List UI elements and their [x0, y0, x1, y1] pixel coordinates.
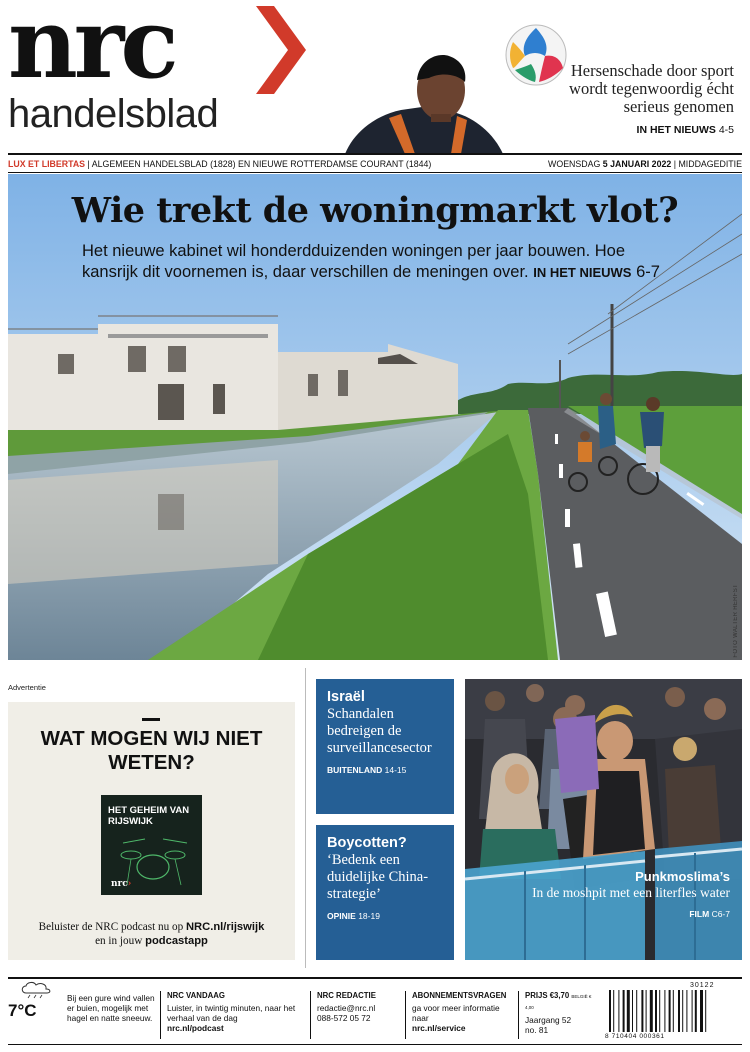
barcode-bar — [669, 990, 671, 1032]
footer-col3-text: ga voor meer informatie naar — [412, 1003, 500, 1023]
strapline-rule — [8, 172, 742, 173]
photo-story-text: In de moshpit met een literfles water — [532, 885, 730, 900]
footer-col1-text: Luister, in twintig minuten, naar het verhaal van de dag — [167, 1003, 296, 1023]
podcast-cover-logo: nrc› — [111, 879, 132, 889]
lead-headline: Wie trekt de woningmarkt vlot? — [71, 190, 679, 231]
price-belgium: BELGIË € 4,00 — [525, 994, 592, 1010]
teaser-boycot-ref: OPINIE 18-19 — [327, 911, 380, 921]
barcode-bar — [686, 990, 687, 1032]
barcode-bar — [650, 990, 653, 1032]
barcode-bar — [705, 990, 706, 1032]
podcast-cover-title: HET GEHEIM VAN RIJSWIJK — [108, 805, 190, 827]
advert-app: podcastapp — [145, 935, 208, 947]
podcast-cover[interactable] — [101, 795, 202, 895]
teaser-israel-ref: BUITENLAND 14-15 — [327, 765, 407, 775]
top-teaser-text: Hersenschade door sport wordt tegenwoordig écht serieus genomen — [569, 61, 734, 116]
footer-nrc-vandaag[interactable] — [160, 991, 310, 1033]
barcode-bar — [692, 990, 693, 1032]
date-line: WOENSDAG 5 JANUARI 2022 | MIDDAGEDITIE — [548, 159, 742, 169]
footer-bottom-rule — [8, 1044, 742, 1045]
footer-price — [518, 991, 600, 1035]
barcode-bar — [700, 990, 703, 1032]
masthead-rule — [8, 153, 742, 155]
photo-story-caption — [532, 869, 730, 919]
photo-story-kicker: Punkmoslima’s — [635, 869, 730, 884]
barcode-bar — [627, 990, 630, 1032]
lead-subhead: Het nieuwe kabinet wil honderdduizenden woningen per jaar bouwen. Hoe kansrijk dit voornemen is, daar verschillen de meningen over. IN HET NIEUWS 6-7 — [82, 242, 660, 281]
advert-url[interactable]: NRC.nl/rijswijk — [185, 921, 265, 933]
advert-dash — [142, 718, 160, 721]
footer-phone: 088-572 05 72 — [317, 1013, 371, 1023]
barcode-bar — [655, 990, 657, 1032]
barcode-bar — [641, 990, 643, 1032]
barcode-bar — [678, 990, 680, 1032]
weather-text: Bij een gure wind vallen er buien, mogelijk met hagel en natte sneeuw. — [67, 993, 155, 1023]
lineage: ALGEMEEN HANDELSBLAD (1828) EN NIEUWE ROTTERDAMSE COURANT (1844) — [91, 159, 432, 169]
barcode-bar — [673, 990, 674, 1032]
barcode-bar — [646, 990, 647, 1032]
column-divider — [305, 668, 306, 968]
barcode-bar — [636, 990, 637, 1032]
barcode-bar — [632, 990, 633, 1032]
footballer-photo — [345, 52, 503, 154]
teaser-israel[interactable] — [316, 679, 454, 814]
footer-col2-head: NRC REDACTIE — [317, 991, 376, 1000]
teaser-boycot[interactable] — [316, 825, 454, 960]
barcode-top-number: 30122 — [690, 982, 715, 989]
barcode-bar — [659, 990, 660, 1032]
footer-rule — [8, 977, 742, 979]
barcode-bar — [682, 990, 683, 1032]
lead-story[interactable] — [8, 174, 742, 660]
footer-col1-head: NRC VANDAAG — [167, 991, 225, 1000]
advert-label: Advertentie — [8, 683, 46, 692]
footer-email[interactable]: redactie@nrc.nl — [317, 1003, 376, 1013]
photo-credit: FOTO WALTER HERFST — [733, 584, 739, 658]
logo-handelsblad: handelsblad — [8, 92, 219, 136]
motto: LUX ET LIBERTAS — [8, 159, 86, 169]
logo-chevron-icon — [256, 6, 306, 94]
barcode-number: 8 710404 000361 — [605, 1033, 665, 1040]
advert[interactable] — [8, 702, 295, 960]
barcode-bar — [664, 990, 665, 1032]
date: 5 JANUARI 2022 — [602, 159, 672, 169]
photo-story-ref: FILM C6-7 — [689, 909, 730, 919]
teaser-israel-kicker: Israël — [327, 689, 365, 705]
barcode-bar — [618, 990, 619, 1032]
teaser-boycot-kicker: Boycotten? — [327, 835, 407, 851]
lead-section: IN HET NIEUWS — [533, 265, 632, 280]
top-teaser-ref: IN HET NIEUWS 4-5 — [636, 124, 734, 136]
strapline: LUX ET LIBERTAS | ALGEMEEN HANDELSBLAD (1828) EN NIEUWE ROTTERDAMSE COURANT (1844) WOENSDAG 5 JANUARI 2022 | MIDDAGEDITIE — [8, 159, 742, 169]
edition: MIDDAGEDITIE — [678, 159, 742, 169]
photo-story[interactable] — [465, 679, 742, 960]
advert-text: Beluister de NRC podcast nu op NRC.nl/rijswijk en in jouw podcastapp — [38, 921, 265, 947]
footer-redactie[interactable] — [310, 991, 405, 1023]
issue-number: no. 81 — [525, 1025, 549, 1035]
price: PRIJS €3,70 BELGIË € 4,00 — [525, 991, 592, 1010]
volume: Jaargang 52 — [525, 1015, 572, 1025]
footer-col3-head: ABONNEMENTSVRAGEN — [412, 991, 507, 1000]
footer-abonnementen[interactable] — [405, 991, 515, 1033]
barcode-bar — [623, 990, 625, 1032]
barcode-bar — [613, 990, 614, 1032]
lead-pages: 6-7 — [636, 263, 660, 281]
barcode-bar — [695, 990, 697, 1032]
cloud-rain-icon — [20, 981, 54, 999]
logo-nrc: nrc — [8, 0, 175, 100]
footer-col1-link[interactable]: nrc.nl/podcast — [167, 1023, 224, 1033]
footer-col3-link[interactable]: nrc.nl/service — [412, 1023, 466, 1033]
barcode-bar — [609, 990, 611, 1032]
top-teaser[interactable] — [534, 62, 734, 136]
advert-title: WAT MOGEN WIJ NIET WETEN? — [40, 727, 263, 774]
teaser-boycot-text: ‘Bedenk een duidelijke China-strategie’ — [327, 852, 429, 902]
temperature: 7°C — [8, 1001, 37, 1020]
teaser-israel-text: Schandalen bedreigen de surveillancesector — [327, 706, 432, 756]
